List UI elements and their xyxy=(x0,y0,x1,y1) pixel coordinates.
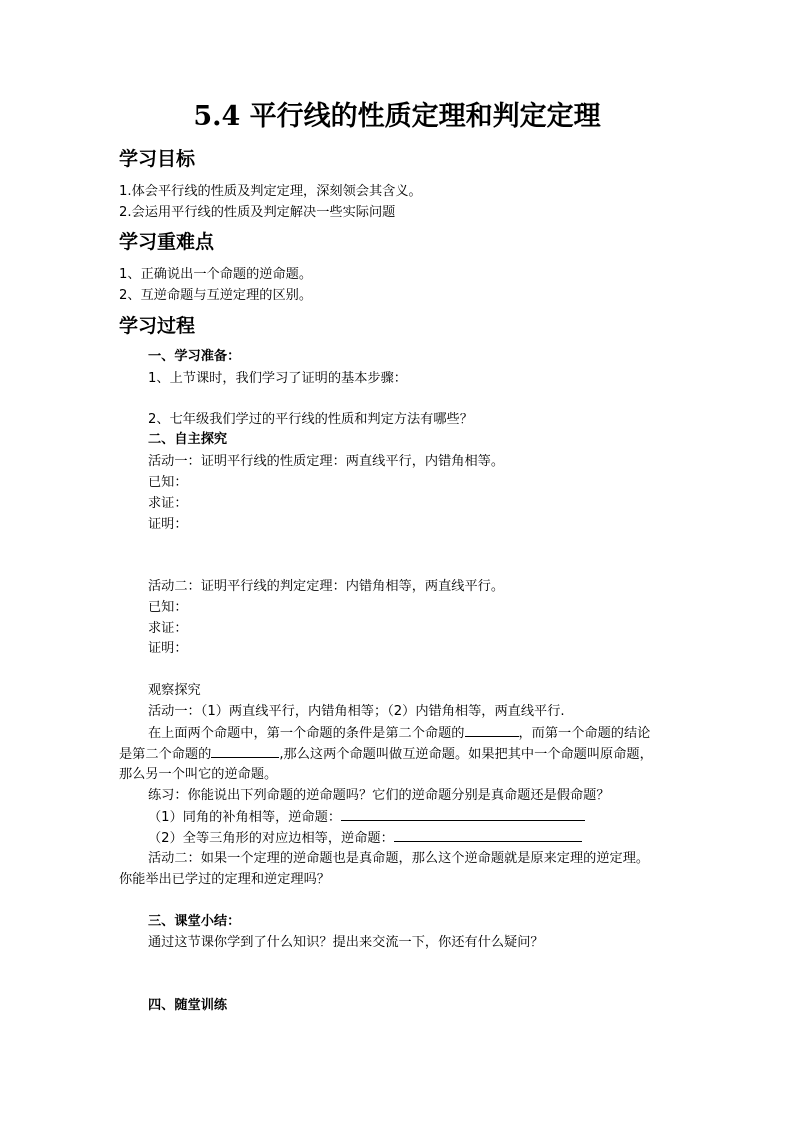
known-label-2: 已知： xyxy=(148,600,188,615)
observe-text-line-1 xyxy=(148,722,650,744)
key-point-item-1: 1、正确说出一个命题的逆命题。 xyxy=(119,267,313,282)
prep-question-1: 1、上节课时，我们学习了证明的基本步骤： xyxy=(148,371,407,386)
activity-1: 活动一：证明平行线的性质定理：两直线平行，内错角相等。 xyxy=(148,454,505,469)
practice-item-1 xyxy=(148,806,585,828)
page-title: 5.4 平行线的性质定理和判定定理 xyxy=(193,101,601,132)
key-point-item-2: 2、互逆命题与互逆定理的区别。 xyxy=(119,288,313,303)
practice-prompt: 练习：你能说出下列命题的逆命题吗？它们的逆命题分别是真命题还是假命题？ xyxy=(148,788,610,803)
practice-item-2 xyxy=(148,827,582,849)
observe-text-line-2 xyxy=(119,743,653,765)
summary-text: 通过这节课你学到了什么知识？提出来交流一下，你还有什么疑问？ xyxy=(148,935,544,950)
fill-blank-1[interactable] xyxy=(465,722,519,737)
observe-text-line-3: 那么另一个叫它的逆命题。 xyxy=(119,767,278,782)
practice-answer-1[interactable] xyxy=(341,806,585,821)
observe-activity-2b: 你能举出已学过的定理和逆定理吗？ xyxy=(119,872,330,887)
observe-activity-2a: 活动二：如果一个定理的逆命题也是真命题，那么这个逆命题就是原来定理的逆定理。 xyxy=(148,851,650,866)
fill-blank-2[interactable] xyxy=(211,743,279,758)
practice-item-2-text: （2）全等三角形的对应边相等，逆命题： xyxy=(148,831,394,846)
goal-item-2: 2.会运用平行线的性质及判定解决一些实际问题 xyxy=(119,205,396,220)
observe-heading: 观察探究 xyxy=(148,683,201,698)
observe-text-1a: 在上面两个命题中，第一个命题的条件是第二个命题的 xyxy=(148,726,465,741)
observe-text-1b: ，而第一个命题的结论 xyxy=(518,726,651,741)
practice-answer-2[interactable] xyxy=(394,827,582,842)
observe-text-2a: 是第二个命题的 xyxy=(119,747,212,762)
summary-heading: 三、课堂小结： xyxy=(148,914,241,929)
known-label-1: 已知： xyxy=(148,475,188,490)
prove-label-1: 求证： xyxy=(148,496,188,511)
section-heading-process: 学习过程 xyxy=(119,315,196,337)
observe-text-2b: ,那么这两个命题叫做互逆命题。如果把其中一个命题叫原命题， xyxy=(279,747,653,762)
observe-activity-1: 活动一：（1）两直线平行，内错角相等；（2）内错角相等，两直线平行. xyxy=(148,704,565,719)
training-heading: 四、随堂训练 xyxy=(148,998,228,1013)
proof-label-1: 证明： xyxy=(148,517,188,532)
explore-heading: 二、自主探究 xyxy=(148,432,228,447)
section-heading-goals: 学习目标 xyxy=(119,148,196,170)
activity-2: 活动二：证明平行线的判定定理：内错角相等，两直线平行。 xyxy=(148,579,505,594)
prep-heading: 一、学习准备： xyxy=(148,349,241,364)
prove-label-2: 求证： xyxy=(148,621,188,636)
practice-item-1-text: （1）同角的补角相等，逆命题： xyxy=(148,810,342,825)
goal-item-1: 1.体会平行线的性质及判定定理，深刻领会其含义。 xyxy=(119,184,422,199)
proof-label-2: 证明： xyxy=(148,641,188,656)
section-heading-key-points: 学习重难点 xyxy=(119,231,215,253)
prep-question-2: 2、七年级我们学过的平行线的性质和判定方法有哪些？ xyxy=(148,412,473,427)
